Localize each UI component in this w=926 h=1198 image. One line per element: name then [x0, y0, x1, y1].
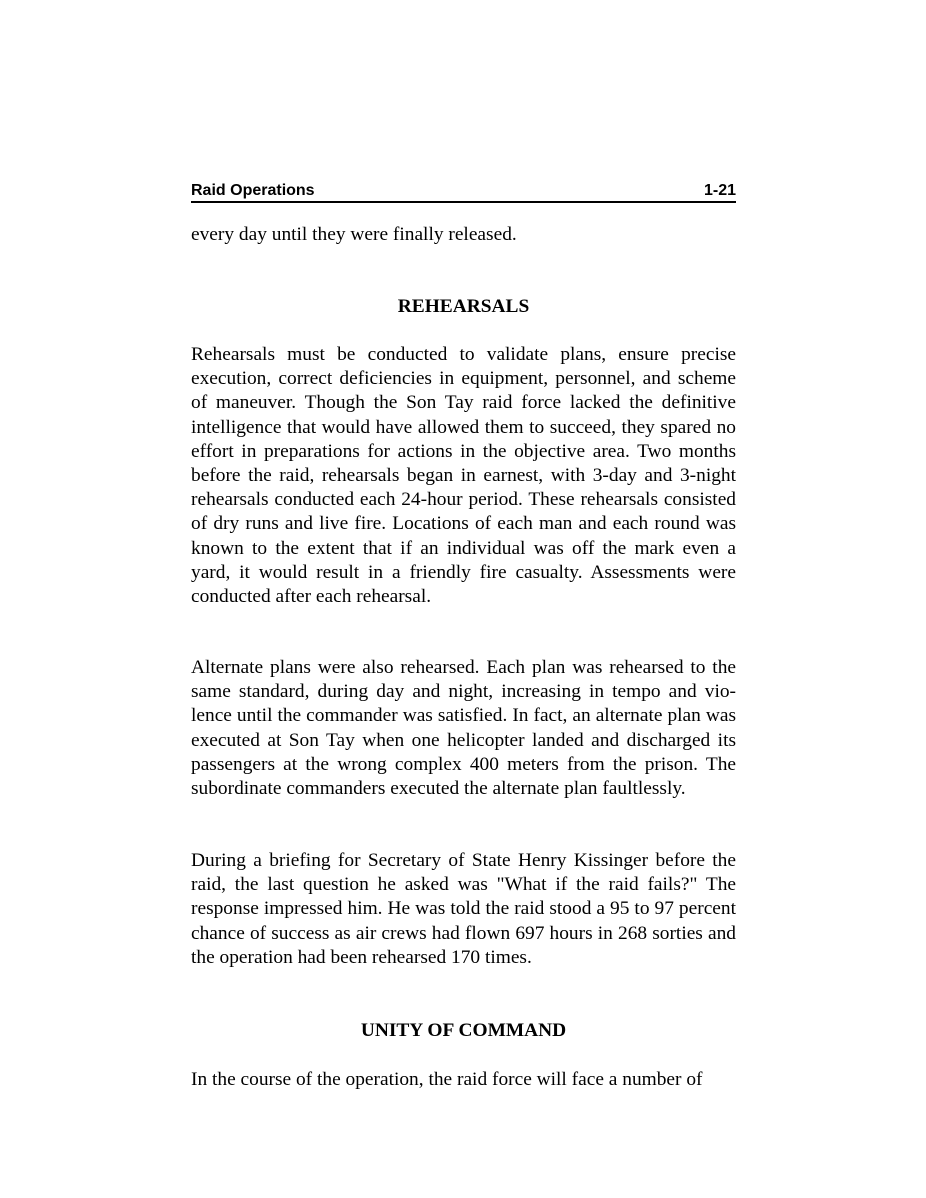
paragraph-rehearsals-1: Rehearsals must be conducted to validate plans, ensure precise execution, correct deficiencies in equipment, personnel, and scheme of maneuver. Though the Son Tay raid force lacked the definitive intelligence that would have allowed them to succeed, they spared no effort in preparations for actions in the objective area. Two months before the raid, rehearsals began in earnest, with 3-day and 3-night rehearsals conducted each 24-hour period. These rehearsals consisted of dry runs and live fire. Locations of each man and each round was known to the extent that if an individual was off the mark even a yard, it would result in a friendly fire casualty. Assessments were conducted after each rehearsal.	[191, 344, 736, 608]
running-header	[191, 179, 736, 203]
heading-unity-of-command: UNITY OF COMMAND	[360, 1020, 567, 1041]
paragraph-rehearsals-2: Alternate plans were also rehearsed. Each plan was rehearsed to the same standard, during day and night, increasing in tempo and vio- lence until the commander was satisfied. In fact, an alternate plan was executed at Son Tay when one helicopter landed and discharged its passengers at the wrong complex 400 meters from the prison. The subordinate commanders executed the alternate plan faultlessly.	[191, 657, 736, 800]
carryover-paragraph: every day until they were finally released.	[191, 224, 517, 245]
paragraph-unity-1: In the course of the operation, the raid force will face a number of	[191, 1069, 703, 1090]
paragraph-rehearsals-3: During a briefing for Secretary of State Henry Kissinger before the raid, the last question he asked was "What if the raid fails?" The response impressed him. He was told the raid stood a 95 to 97 percent chance of success as air crews had flown 697 hours in 268 sorties and the operation had been rehearsed 170 times.	[191, 850, 736, 968]
heading-rehearsals: REHEARSALS	[397, 296, 530, 317]
header-section-title: Raid Operations	[191, 182, 315, 199]
header-page-number: 1-21	[703, 182, 736, 199]
